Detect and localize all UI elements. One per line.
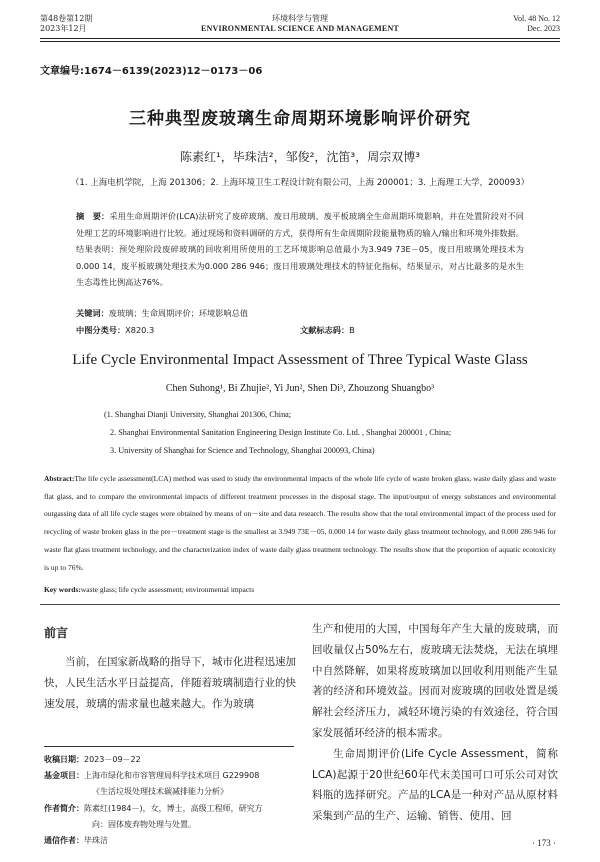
footnote-received — [44, 752, 300, 768]
section-divider — [40, 604, 560, 605]
affiliations-cn: （1. 上海电机学院，上海 201306；2. 上海环境卫生工程设计院有限公司，上海 200001；3. 上海理工大学，200093） — [70, 178, 530, 188]
page-number: · 173 · — [532, 838, 556, 848]
title-cn: 三种典型废玻璃生命周期环境影响评价研究 — [129, 109, 471, 129]
footnote-fund — [44, 768, 300, 784]
journal-volume: 第48卷第12期 — [40, 14, 93, 23]
authors-en: Chen Suhong¹, Bi Zhujie², Yi Jun², Shen Di³, Zhouzong Shuangbo³ — [165, 383, 435, 394]
footnote-corresponding — [44, 833, 300, 849]
corr-author: 毕珠洁 — [84, 836, 108, 846]
intro-right-paragraph-1: 生产和使用的大国，中国每年产生大量的废玻璃，而回收量仅占50%左右，废玻璃无法焚烧，无法在填埋中自然降解，如果将废玻璃加以回收利用则能产生显著的经济和环境效益。因而对废玻璃的回收处置是缓解社会经济压力，减轻环境污染的有效途径，符合国家发展循环经济的根本需求。 — [312, 623, 558, 739]
doccode-label: 文献标志码： — [300, 325, 350, 335]
keywords-cn-label: 关键词： — [76, 308, 109, 318]
header-rule-thick — [40, 38, 560, 39]
clc-number — [76, 325, 154, 336]
abstract-cn — [76, 208, 524, 291]
footnotes — [44, 752, 300, 849]
journal-name-cn: 环境科学与管理 — [272, 14, 328, 23]
corr-label: 通信作者： — [44, 836, 84, 846]
doccode-value: B — [349, 325, 355, 335]
author-line-1: 陈素红(1984－)，女，博士，高级工程师，研究方 — [84, 803, 263, 813]
intro-left-paragraph: 当前，在国家新战略的指导下，城市化进程迅速加快，人民生活水平日益提高，伴随着玻璃制造行业的快速发展，玻璃的需求量也越来越大。作为玻璃 — [44, 656, 296, 710]
article-number: 文章编号:1674－6139(2023)12－0173－06 — [40, 66, 263, 77]
document-code — [300, 325, 355, 336]
journal-date: 2023年12月 — [40, 24, 87, 33]
fund-line-1: 上海市绿化和市容管理局科学技术项目 G229908 — [84, 771, 260, 781]
received-date: 2023－09－22 — [84, 755, 141, 764]
footnote-author — [44, 801, 300, 817]
clc-label: 中图分类号： — [76, 325, 126, 335]
affiliation-en-1: (1. Shanghai Dianji University, Shanghai 201306, China; — [104, 410, 292, 419]
abstract-en-label: Abstract: — [44, 474, 75, 483]
header-center — [0, 14, 600, 34]
affiliation-en-3: 3. University of Shanghai for Science and Technology, Shanghai 200093, China) — [110, 446, 375, 455]
journal-volume-en: Vol. 48 No. 12 — [513, 14, 560, 23]
abstract-cn-text: 采用生命周期评价(LCA)法研究了废碎玻璃、废日用玻璃、废平板玻璃全生命周期环境影响，并在处置阶段对不同处理工艺的环境影响进行比较。通过现场和资料调研的方式，获得所有生命周期阶段能量物质的输入/输出和环境外排数据。结果表明：预处理阶段废碎玻璃的回收利用所使用的工艺环境影响总值最小为3.949 73E－05，废日用玻璃处理技术为0.000 14，废平板玻璃处理技术为0.000 286 946；废日用玻璃处理技术的特征化指标，结果显示，对占比最多的是水生生态毒性比例高达76%。 — [76, 211, 524, 287]
keywords-en — [44, 585, 556, 594]
abstract-cn-label: 摘 要： — [76, 211, 110, 221]
clc-value: X820.3 — [125, 325, 155, 335]
header-rule-thin — [40, 41, 560, 42]
keywords-en-text: waste glass; life cycle assessment; environmental impacts — [80, 585, 255, 594]
received-label: 收稿日期： — [44, 755, 84, 764]
fund-line-2: 《生活垃圾处理技术碳减排能力分析》 — [92, 787, 228, 797]
journal-date-en: Dec. 2023 — [527, 24, 560, 33]
intro-heading: 前言 — [44, 626, 69, 640]
affiliations-en — [104, 406, 544, 460]
header-right — [513, 14, 560, 34]
fund-label: 基金项目： — [44, 771, 84, 781]
journal-name-en: ENVIRONMENTAL SCIENCE AND MANAGEMENT — [201, 24, 399, 33]
abstract-en-text: The life cycle assessment(LCA) method was used to study the environmental impacts of the whole life cycle of waste broken glass, waste daily glass and waste flat glass, and to compare the environmental impacts of different treatment processes in the disposal stage. The input/output of energy substances and environmental outgassing data of all life cycle stages were obtained by means of on－site and data research. The results show that the total environmental impact of the process used for recycling of waste broken glass in the pre－treatment stage is the smallest at 3.949 73E－05, 0.000 14 for waste daily glass treatment technology, and 0.000 286 946 for waste flat glass treatment technology, and the characterization index of waste daily glass treatment technology. The results show that the proportion of aquatic ecotoxicity is up to 76%. — [44, 474, 556, 572]
intro-right-column — [312, 619, 558, 827]
abstract-en — [44, 470, 556, 576]
keywords-cn-text: 废玻璃；生命周期评价；环境影响总值 — [108, 308, 248, 318]
footnote-rule — [44, 746, 294, 747]
keywords-cn — [76, 308, 524, 319]
intro-right-paragraph-2: 生命周期评价(Life Cycle Assessment，简称LCA)起源于20世纪60年代末美国可口可乐公司对饮料瓶的选择研究。产品的LCA是一种对产品从原材料采集到产品的生产、运输、销售、使用、回 — [312, 747, 558, 823]
affiliation-en-2: 2. Shanghai Environmental Sanitation Engineering Design Institute Co. Ltd. , Shanghai 200001 , China; — [110, 428, 452, 437]
authors-cn: 陈素红¹，毕珠洁²，邹俊²，沈笛³，周宗双博³ — [179, 150, 421, 164]
author-line-2: 向：固体废弃物处理与处置。 — [92, 819, 196, 829]
title-en: Life Cycle Environmental Impact Assessment of Three Typical Waste Glass — [72, 352, 528, 368]
keywords-en-label: Key words: — [44, 585, 81, 594]
author-label: 作者简介： — [44, 803, 84, 813]
